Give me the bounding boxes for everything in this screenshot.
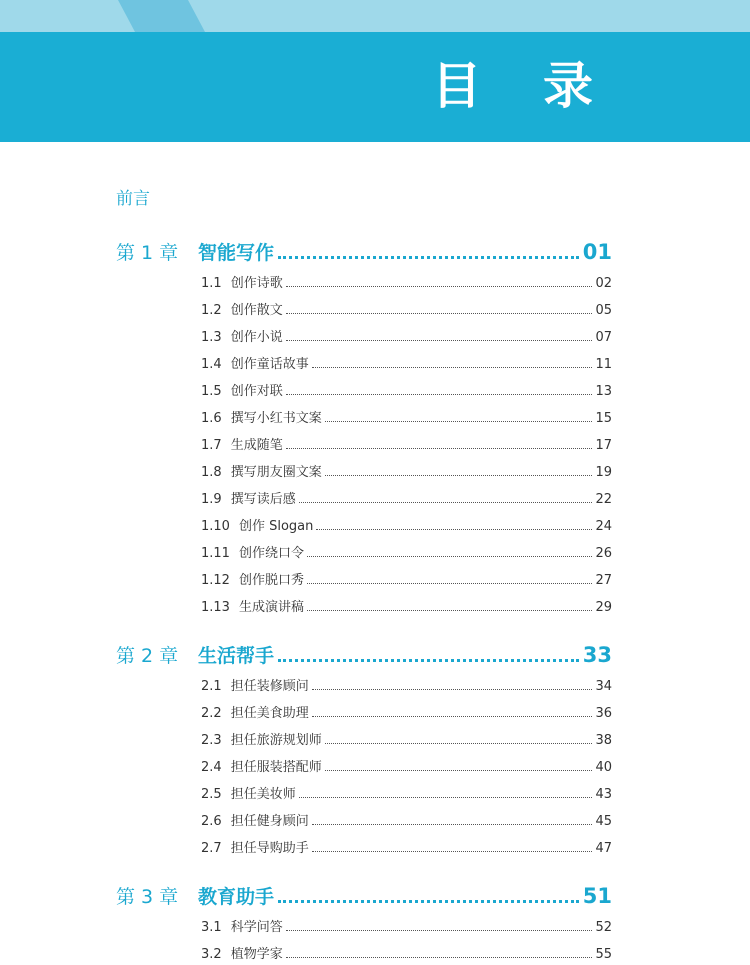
entry-title: 创作童话故事 — [230, 357, 309, 372]
dot-leader — [325, 769, 593, 771]
chapter-row[interactable] — [116, 882, 612, 912]
entry-number: 1.6 — [201, 411, 222, 426]
entry-page-number: 52 — [595, 920, 612, 935]
toc-entry[interactable] — [201, 943, 612, 963]
entry-number: 2.6 — [201, 814, 222, 829]
entry-page-number: 05 — [595, 303, 612, 318]
dot-leader — [286, 447, 593, 449]
toc-entry[interactable] — [201, 488, 612, 508]
dot-leader — [278, 658, 579, 662]
entry-title: 担任美食助理 — [230, 706, 309, 721]
entry-title: 生成随笔 — [230, 438, 283, 453]
entry-number: 1.5 — [201, 384, 222, 399]
entry-number: 1.11 — [201, 546, 230, 561]
entry-page-number: 43 — [595, 787, 612, 802]
dot-leader — [286, 312, 593, 314]
dot-leader — [325, 474, 593, 476]
entry-title: 撰写朋友圈文案 — [230, 465, 322, 480]
toc-entry[interactable] — [201, 434, 612, 454]
chapter-page-number: 33 — [582, 643, 612, 667]
toc-entry[interactable] — [201, 353, 612, 373]
toc-entry[interactable] — [201, 407, 612, 427]
entry-number: 1.2 — [201, 303, 222, 318]
dot-leader — [307, 555, 592, 557]
entry-title: 担任旅游规划师 — [230, 733, 322, 748]
entry-number: 1.7 — [201, 438, 222, 453]
entry-title: 创作散文 — [230, 303, 283, 318]
entry-number: 1.9 — [201, 492, 222, 507]
entry-title: 创作诗歌 — [230, 276, 283, 291]
entry-page-number: 47 — [595, 841, 612, 856]
toc-entry[interactable] — [201, 916, 612, 936]
toc-entry[interactable] — [201, 515, 612, 535]
entry-title: 植物学家 — [230, 947, 283, 962]
dot-leader — [325, 742, 593, 744]
dot-leader — [307, 609, 592, 611]
entry-number: 1.13 — [201, 600, 230, 615]
dot-leader — [278, 899, 579, 903]
toc-entry[interactable] — [201, 675, 612, 695]
entry-number: 2.5 — [201, 787, 222, 802]
entry-title: 担任美妆师 — [230, 787, 296, 802]
dot-leader — [299, 796, 593, 798]
entry-page-number: 19 — [595, 465, 612, 480]
entry-title: 科学问答 — [230, 920, 283, 935]
toc-entry[interactable] — [201, 569, 612, 589]
dot-leader — [286, 956, 593, 958]
toc-entry[interactable] — [201, 461, 612, 481]
chapter-title: 教育助手 — [198, 886, 275, 908]
entry-page-number: 26 — [595, 546, 612, 561]
entry-title: 担任导购助手 — [230, 841, 309, 856]
entry-page-number: 15 — [595, 411, 612, 426]
entry-page-number: 22 — [595, 492, 612, 507]
toc-entry[interactable] — [201, 380, 612, 400]
entry-title: 担任健身顾问 — [230, 814, 309, 829]
chapter-number: 第 2 章 — [116, 645, 179, 667]
preface-link[interactable]: 前言 — [116, 189, 150, 209]
toc-entry[interactable] — [201, 596, 612, 616]
dot-leader — [312, 688, 593, 690]
entry-title: 创作脱口秀 — [238, 573, 304, 588]
dot-leader — [316, 528, 592, 530]
dot-leader — [312, 823, 593, 825]
dot-leader — [312, 366, 593, 368]
entry-number: 3.1 — [201, 920, 222, 935]
entry-title: 撰写小红书文案 — [230, 411, 322, 426]
entry-number: 1.3 — [201, 330, 222, 345]
entry-page-number: 45 — [595, 814, 612, 829]
entry-number: 1.4 — [201, 357, 222, 372]
chapter-title: 智能写作 — [198, 242, 275, 264]
entry-title: 担任装修顾问 — [230, 679, 309, 694]
chapter-page-number: 51 — [582, 884, 612, 908]
dot-leader — [286, 285, 593, 287]
entry-page-number: 38 — [595, 733, 612, 748]
toc-entry[interactable] — [201, 272, 612, 292]
entry-number: 1.8 — [201, 465, 222, 480]
entry-number: 3.2 — [201, 947, 222, 962]
decor-tab-shape — [118, 0, 205, 32]
entry-number: 2.3 — [201, 733, 222, 748]
chapter-number: 第 3 章 — [116, 886, 179, 908]
entry-number: 2.2 — [201, 706, 222, 721]
dot-leader — [325, 420, 593, 422]
chapter-number: 第 1 章 — [116, 242, 179, 264]
dot-leader — [286, 393, 593, 395]
entry-page-number: 27 — [595, 573, 612, 588]
entry-title: 生成演讲稿 — [238, 600, 304, 615]
toc-entry[interactable] — [201, 326, 612, 346]
toc-entry[interactable] — [201, 729, 612, 749]
entry-title: 创作 Slogan — [238, 519, 314, 534]
entry-number: 2.7 — [201, 841, 222, 856]
chapter-page-number: 01 — [582, 240, 612, 264]
toc-entry[interactable] — [201, 299, 612, 319]
dot-leader — [286, 339, 593, 341]
dot-leader — [299, 501, 593, 503]
entry-title: 创作绕口令 — [238, 546, 304, 561]
toc-entry[interactable] — [201, 756, 612, 776]
page-title: 目 录 — [431, 57, 615, 115]
entry-page-number: 40 — [595, 760, 612, 775]
entry-page-number: 24 — [595, 519, 612, 534]
entry-title: 担任服装搭配师 — [230, 760, 322, 775]
entry-page-number: 17 — [595, 438, 612, 453]
chapter-row[interactable] — [116, 238, 612, 268]
chapter-row[interactable] — [116, 641, 612, 671]
entry-page-number: 34 — [595, 679, 612, 694]
dot-leader — [278, 255, 579, 259]
dot-leader — [286, 929, 593, 931]
entry-number: 2.1 — [201, 679, 222, 694]
entry-page-number: 02 — [595, 276, 612, 291]
dot-leader — [307, 582, 592, 584]
entry-number: 1.10 — [201, 519, 230, 534]
entry-page-number: 13 — [595, 384, 612, 399]
entry-title: 撰写读后感 — [230, 492, 296, 507]
entry-page-number: 55 — [595, 947, 612, 962]
dot-leader — [312, 850, 593, 852]
toc-entry[interactable] — [201, 783, 612, 803]
entry-number: 1.12 — [201, 573, 230, 588]
toc-entry[interactable] — [201, 542, 612, 562]
header-banner — [0, 32, 750, 142]
chapter-title: 生活帮手 — [198, 645, 275, 667]
entry-number: 2.4 — [201, 760, 222, 775]
toc-entry[interactable] — [201, 702, 612, 722]
entry-page-number: 36 — [595, 706, 612, 721]
entry-title: 创作对联 — [230, 384, 283, 399]
entry-title: 创作小说 — [230, 330, 283, 345]
entry-page-number: 29 — [595, 600, 612, 615]
dot-leader — [312, 715, 593, 717]
entry-page-number: 11 — [595, 357, 612, 372]
top-decor-strip — [0, 0, 750, 32]
toc-entry[interactable] — [201, 837, 612, 857]
entry-number: 1.1 — [201, 276, 222, 291]
toc-entry[interactable] — [201, 810, 612, 830]
entry-page-number: 07 — [595, 330, 612, 345]
